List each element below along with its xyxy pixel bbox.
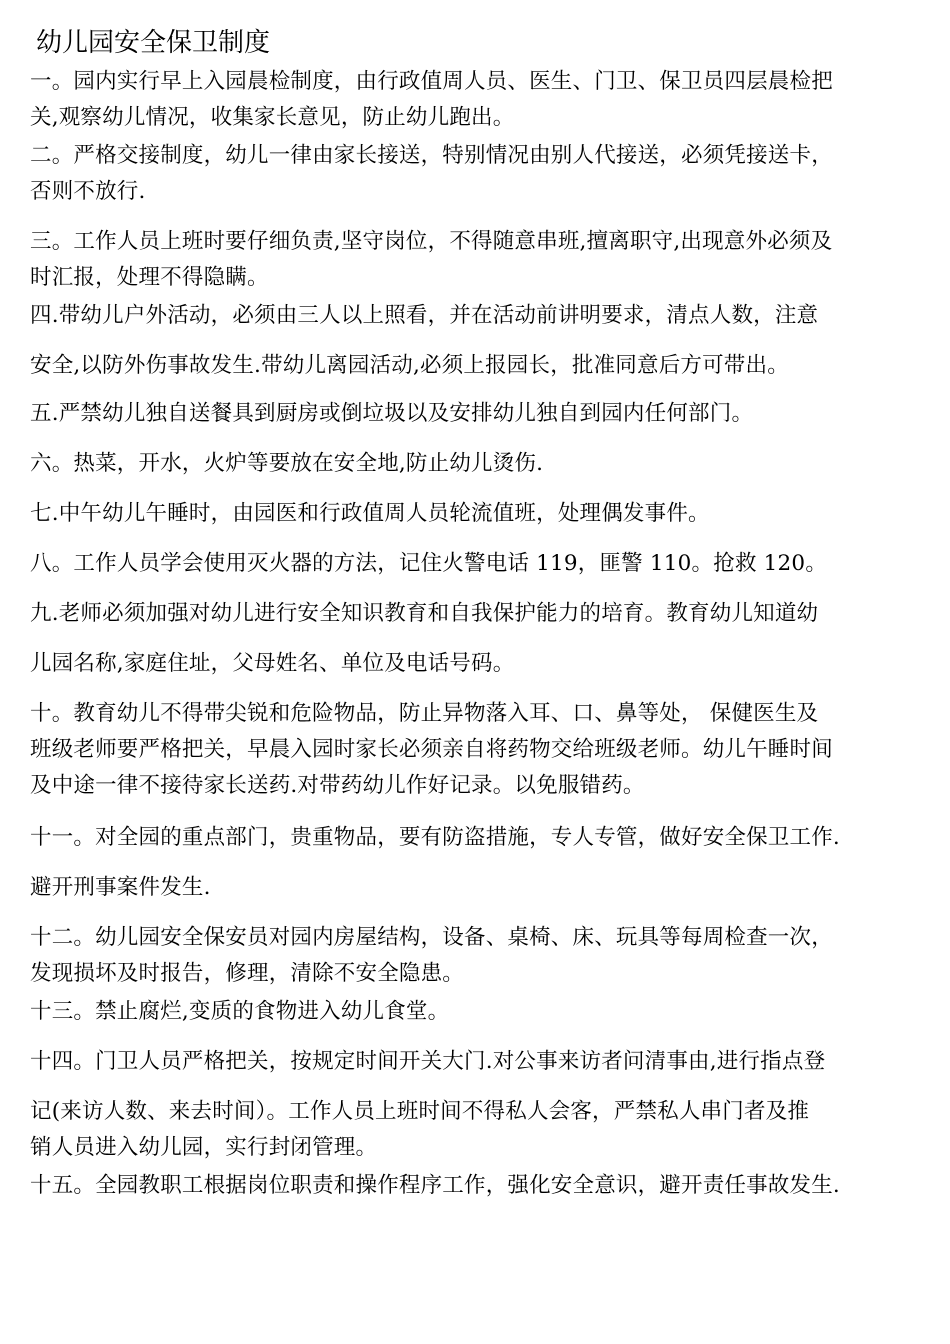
paragraph-line: 安全,以防外伤事故发生.带幼儿离园活动,必须上报园长，批准同意后方可带出。	[30, 353, 789, 378]
paragraph-14	[30, 1044, 922, 1166]
paragraph-line: 八。工作人员学会使用灭火器的方法，记住火警电话 119，匪警 110。抢救 120。	[30, 551, 828, 576]
paragraph-line: 儿园名称,家庭住址，父母姓名、单位及电话号码。	[30, 651, 515, 676]
paragraph-line: 四.带幼儿户外活动，必须由三人以上照看，并在活动前讲明要求，清点人数，注意	[30, 303, 819, 328]
paragraph-line: 时汇报，处理不得隐瞒。	[30, 265, 269, 290]
paragraph-line: 否则不放行.	[30, 179, 146, 204]
paragraph-line: 避开刑事案件发生.	[30, 875, 211, 900]
document-title: 幼儿园安全保卫制度	[36, 28, 271, 58]
paragraph-line: 五.严禁幼儿独自送餐具到厨房或倒垃圾以及安排幼儿独自到园内任何部门。	[30, 401, 754, 426]
paragraph-line: 十二。幼儿园安全保安员对园内房屋结构，设备、桌椅、床、玩具等每周检查一次，	[30, 925, 833, 950]
paragraph-12	[30, 920, 922, 992]
paragraph-line: 班级老师要严格把关，早晨入园时家长必须亲自将药物交给班级老师。幼儿午睡时间	[30, 737, 833, 762]
paragraph-line: 十五。全园教职工根据岗位职责和操作程序工作，强化安全意识，避开责任事故发生.	[30, 1173, 840, 1198]
paragraph-line: 七.中午幼儿午睡时，由园医和行政值周人员轮流值班，处理偶发事件。	[30, 501, 710, 526]
paragraph-8	[30, 546, 922, 582]
paragraph-line: 记(来访人数、来去时间）。工作人员上班时间不得私人会客，严禁私人串门者及推	[30, 1099, 810, 1124]
paragraph-line: 销人员进入幼儿园，实行封闭管理。	[30, 1135, 378, 1160]
paragraph-line: 三。工作人员上班时要仔细负责,坚守岗位，不得随意串班,擅离职守,出现意外必须及	[30, 229, 833, 254]
paragraph-line: 十三。禁止腐烂,变质的食物进入幼儿食堂。	[30, 999, 450, 1024]
paragraph-5	[30, 396, 922, 432]
paragraph-line: 关,观察幼儿情况，收集家长意见，防止幼儿跑出。	[30, 105, 515, 130]
paragraph-2	[30, 138, 922, 210]
paragraph-13	[30, 994, 922, 1030]
paragraph-1	[30, 64, 922, 136]
paragraph-9	[30, 596, 922, 682]
paragraph-6	[30, 446, 922, 482]
paragraph-line: 六。热菜，开水，火炉等要放在安全地,防止幼儿烫伤.	[30, 451, 544, 476]
paragraph-11	[30, 820, 922, 906]
paragraph-3	[30, 224, 922, 296]
paragraph-line: 及中途一律不接待家长送药.对带药幼儿作好记录。以免服错药。	[30, 773, 645, 798]
paragraph-10	[30, 696, 922, 804]
paragraph-15	[30, 1168, 922, 1204]
paragraph-line: 十四。门卫人员严格把关，按规定时间开关大门.对公事来访者问清事由,进行指点登	[30, 1049, 826, 1074]
paragraph-7	[30, 496, 922, 532]
paragraph-line: 十。教育幼儿不得带尖锐和危险物品，防止异物落入耳、口、鼻等处， 保健医生及	[30, 701, 819, 726]
paragraph-line: 一。园内实行早上入园晨检制度，由行政值周人员、医生、门卫、保卫员四层晨检把	[30, 69, 833, 94]
paragraph-4	[30, 298, 922, 384]
paragraph-line: 二。严格交接制度，幼儿一律由家长接送，特别情况由别人代接送，必须凭接送卡，	[30, 143, 833, 168]
paragraph-line: 发现损坏及时报告，修理，清除不安全隐患。	[30, 961, 465, 986]
paragraph-line: 九.老师必须加强对幼儿进行安全知识教育和自我保护能力的培育。教育幼儿知道幼	[30, 601, 819, 626]
paragraph-line: 十一。对全园的重点部门，贵重物品，要有防盗措施，专人专管，做好安全保卫工作.	[30, 825, 840, 850]
